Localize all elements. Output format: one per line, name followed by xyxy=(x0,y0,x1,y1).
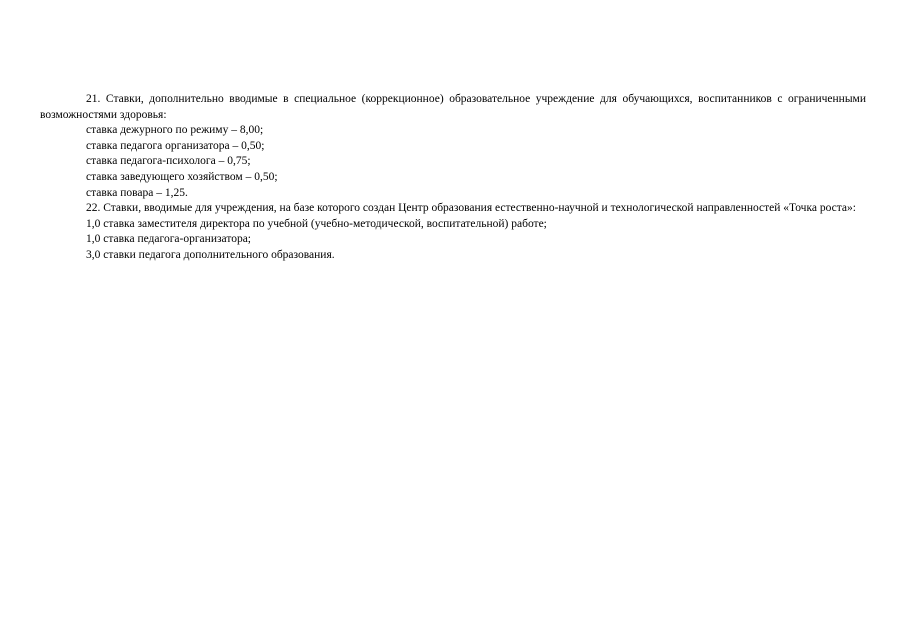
section-21-item: ставка педагога организатора – 0,50; xyxy=(86,139,265,152)
section-22-item: 1,0 ставка педагога-организатора; xyxy=(86,233,251,246)
section-21-item: ставка дежурного по режиму – 8,00; xyxy=(86,124,264,137)
section-21-item: ставка педагога-психолога – 0,75; xyxy=(86,155,251,168)
section-21-heading: 21. Ставки, дополнительно вводимые в специальное (коррекционное) образовательное учреждение для обучающихся, воспитанников с ограниченными возможностями здоровья: xyxy=(40,93,866,121)
section-21-item: ставка повара – 1,25. xyxy=(86,186,188,199)
section-22-heading: 22. Ставки, вводимые для учреждения, на базе которого создан Центр образования естественно-научной и технологической направленностей «Точка роста»: xyxy=(86,202,856,215)
section-22-item: 3,0 ставки педагога дополнительного образования. xyxy=(86,248,335,261)
section-21-item: ставка заведующего хозяйством – 0,50; xyxy=(86,170,278,183)
document-body xyxy=(40,92,866,264)
section-22-item: 1,0 ставка заместителя директора по учебной (учебно-методической, воспитательной) работе; xyxy=(86,217,547,230)
